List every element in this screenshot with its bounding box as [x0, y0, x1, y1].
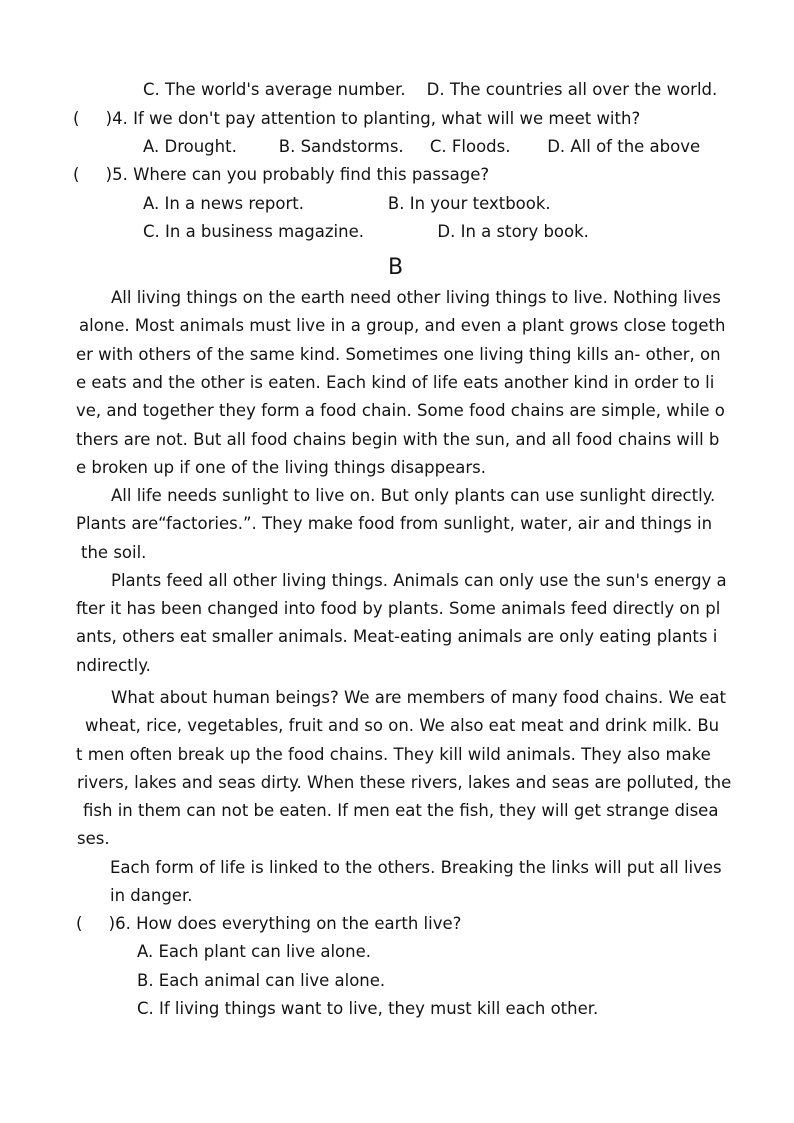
- section-b-title: B: [388, 255, 404, 280]
- passage-line: ses.: [77, 829, 110, 848]
- q6-option-b: B. Each animal can live alone.: [137, 971, 386, 990]
- passage-line: Plants feed all other living things. Animals can only use the sun's energy a: [111, 571, 727, 590]
- passage-line: Each form of life is linked to the others. Breaking the links will put all lives: [110, 858, 722, 877]
- q5-options-row-1: A. In a news report. B. In your textbook.: [143, 194, 551, 213]
- passage-line: t men often break up the food chains. They kill wild animals. They also make: [76, 745, 711, 764]
- q5-options-row-2: C. In a business magazine. D. In a story book.: [143, 222, 589, 241]
- passage-line: thers are not. But all food chains begin with the sun, and all food chains will b: [76, 430, 720, 449]
- passage-line: e broken up if one of the living things disappears.: [76, 458, 487, 477]
- q6-option-a: A. Each plant can live alone.: [137, 942, 371, 961]
- passage-line: wheat, rice, vegetables, fruit and so on. We also eat meat and drink milk. Bu: [85, 716, 720, 735]
- passage-line: ve, and together they form a food chain. Some food chains are simple, while o: [76, 401, 725, 420]
- q6-stem: ( )6. How does everything on the earth live?: [76, 914, 462, 933]
- passage-line: What about human beings? We are members of many food chains. We eat: [111, 688, 726, 707]
- passage-line: alone. Most animals must live in a group, and even a plant grows close togeth: [79, 316, 726, 335]
- passage-line: fish in them can not be eaten. If men eat the fish, they will get strange disea: [83, 801, 719, 820]
- passage-line: rivers, lakes and seas dirty. When these rivers, lakes and seas are polluted, the: [77, 773, 732, 792]
- q3-option-c-d: C. The world's average number. D. The countries all over the world.: [143, 80, 718, 99]
- passage-line: fter it has been changed into food by plants. Some animals feed directly on pl: [76, 599, 721, 618]
- passage-line: in danger.: [110, 886, 193, 905]
- q6-option-c: C. If living things want to live, they must kill each other.: [137, 999, 599, 1018]
- q5-stem: ( )5. Where can you probably find this passage?: [73, 165, 490, 184]
- passage-line: the soil.: [81, 543, 147, 562]
- passage-line: e eats and the other is eaten. Each kind of life eats another kind in order to li: [76, 373, 715, 392]
- passage-line: er with others of the same kind. Sometimes one living thing kills an- other, on: [76, 345, 721, 364]
- passage-line: Plants are“factories.”. They make food from sunlight, water, air and things in: [76, 514, 713, 533]
- q4-stem: ( )4. If we don't pay attention to planting, what will we meet with?: [73, 109, 641, 128]
- passage-line: ndirectly.: [76, 656, 151, 675]
- passage-line: All life needs sunlight to live on. But only plants can use sunlight directly.: [111, 486, 716, 505]
- passage-line: ants, others eat smaller animals. Meat-eating animals are only eating plants i: [76, 627, 718, 646]
- q4-options: A. Drought. B. Sandstorms. C. Floods. D. All of the above: [143, 137, 701, 156]
- passage-line: All living things on the earth need other living things to live. Nothing lives: [111, 288, 721, 307]
